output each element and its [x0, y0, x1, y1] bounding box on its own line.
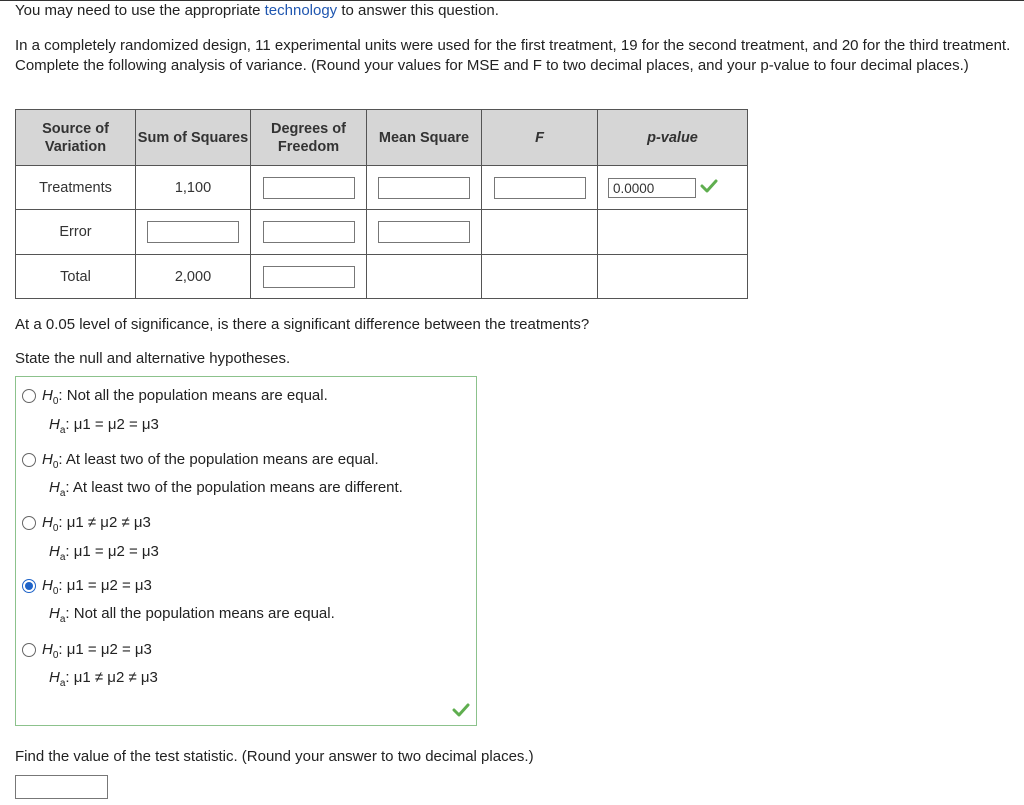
option-2-ha: $H_a$: At least two of the population means are different. [49, 479, 403, 499]
intro-text: You may need to use the appropriate technology to answer this question. [15, 2, 499, 19]
option-4-ha: $H_a$: Not all the population means are equal. [49, 605, 335, 625]
test-statistic-prompt: Find the value of the test statistic. (Round your answer to two decimal places.) [15, 748, 534, 765]
option-1-radio[interactable] [22, 389, 36, 403]
top-rule [0, 0, 1024, 1]
anova-table [15, 109, 748, 299]
option-5-h0: $H_0$: μ1 = μ2 = μ3 [42, 641, 152, 661]
hypotheses-options [15, 376, 477, 726]
header-ms: Mean Square [367, 110, 482, 166]
hypotheses-prompt: State the null and alternative hypotheses. [15, 350, 291, 367]
option-1-h0: $H_0$: Not all the population means are equal. [42, 387, 328, 407]
header-f: F [482, 110, 598, 166]
option-2-radio[interactable] [22, 453, 36, 467]
pvalue-input[interactable]: 0.0000 [608, 178, 696, 198]
error-df-input[interactable] [263, 221, 355, 243]
treatments-f-input[interactable] [494, 177, 586, 199]
row-source: Error [16, 210, 136, 255]
row-source: Treatments [16, 166, 136, 210]
row-source: Total [16, 255, 136, 299]
significance-question: At a 0.05 level of significance, is there a significant difference between the treatments? [15, 316, 590, 333]
header-ss: Sum of Squares [136, 110, 251, 166]
option-3-h0: $H_0$: μ1 ≠ μ2 ≠ μ3 [42, 514, 151, 534]
option-4-radio[interactable] [22, 579, 36, 593]
option-5-ha: $H_a$: μ1 ≠ μ2 ≠ μ3 [49, 669, 158, 689]
option-1-ha: $H_a$: μ1 = μ2 = μ3 [49, 416, 159, 436]
check-icon [700, 179, 718, 197]
option-3-ha: $H_a$: μ1 = μ2 = μ3 [49, 543, 159, 563]
row-ss: 1,100 [136, 166, 251, 210]
header-pvalue: p-value [598, 110, 748, 166]
error-ms-input[interactable] [378, 221, 470, 243]
option-4-h0: $H_0$: μ1 = μ2 = μ3 [42, 577, 152, 597]
table-row [16, 210, 748, 255]
table-row [16, 255, 748, 299]
header-df: Degrees of Freedom [251, 110, 367, 166]
row-ss: 2,000 [136, 255, 251, 299]
option-5-radio[interactable] [22, 643, 36, 657]
header-source: Source of Variation [16, 110, 136, 166]
table-row [16, 166, 748, 210]
error-ss-input[interactable] [147, 221, 239, 243]
treatments-ms-input[interactable] [378, 177, 470, 199]
treatments-df-input[interactable] [263, 177, 355, 199]
option-3-radio[interactable] [22, 516, 36, 530]
problem-text: In a completely randomized design, 11 experimental units were used for the first treatment, 19 for the second treatment, and 20 for the third treatment. Complete the following analysis of variance. (Round your values for MSE and F to two decimal places, and your p-value to four decimal places.) [15, 37, 1011, 74]
test-statistic-input[interactable] [15, 775, 108, 799]
check-icon [452, 703, 470, 721]
total-df-input[interactable] [263, 266, 355, 288]
option-2-h0: $H_0$: At least two of the population means are equal. [42, 451, 379, 471]
technology-link[interactable]: technology [264, 2, 338, 19]
